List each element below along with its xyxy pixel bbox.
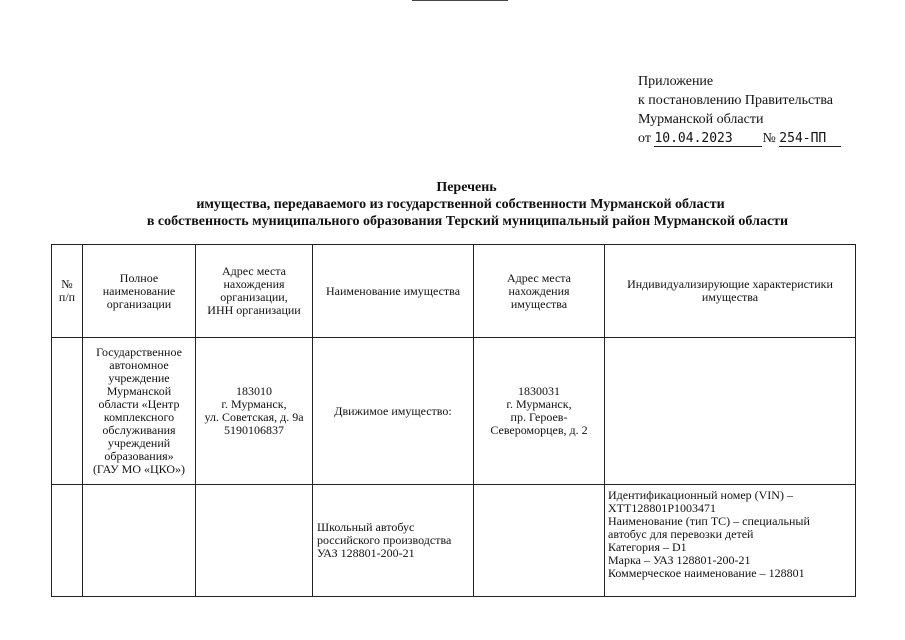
resolution-number: 254-ПП bbox=[779, 131, 841, 147]
cell-org-name bbox=[83, 485, 196, 597]
title-line-3: в собственность муниципального образования Терский муниципальный район Мурманской области bbox=[146, 214, 789, 229]
title-line-1: Перечень bbox=[436, 180, 497, 195]
header-org-address: Адрес места нахождения организации, ИНН организации bbox=[196, 245, 313, 338]
document-title bbox=[0, 179, 905, 230]
header-org-name: Полное наименование организации bbox=[83, 245, 196, 338]
number-prefix: № bbox=[762, 131, 776, 146]
title-line-2: имущества, передаваемого из государственной собственности Мурманской области bbox=[196, 197, 725, 212]
cell-property-name: Движимое имущество: bbox=[313, 338, 474, 485]
cell-property-name: Школьный автобус российского производства УАЗ 128801-200-21 bbox=[313, 485, 474, 597]
header-property-name: Наименование имущества bbox=[313, 245, 474, 338]
cell-org-address bbox=[196, 485, 313, 597]
appendix-line-1: Приложение bbox=[638, 74, 714, 89]
date-prefix: от bbox=[638, 131, 651, 146]
appendix-block bbox=[638, 72, 878, 148]
cell-property-address: 1830031 г. Мурманск, пр. Героев- Североморцев, д. 2 bbox=[474, 338, 605, 485]
cell-org-name: Государственное автономное учреждение Мурманской области «Центр комплексного обслуживания учреждений образования» (ГАУ МО «ЦКО») bbox=[83, 338, 196, 485]
header-num: № п/п bbox=[52, 245, 83, 338]
cell-num bbox=[52, 485, 83, 597]
appendix-line-3: Мурманской области bbox=[638, 112, 764, 127]
table-row bbox=[52, 338, 856, 485]
resolution-date: 10.04.2023 bbox=[654, 131, 762, 147]
cell-num bbox=[52, 338, 83, 485]
cell-org-address: 183010 г. Мурманск, ул. Советская, д. 9а 5190106837 bbox=[196, 338, 313, 485]
table-row bbox=[52, 485, 856, 597]
header-property-address: Адрес места нахождения имущества bbox=[474, 245, 605, 338]
cell-characteristics: Идентификационный номер (VIN) – ХТТ128801Р1003471 Наименование (тип ТС) – специальный автобус для перевозки детей Категория – D1 Марка – УАЗ 128801-200-21 Коммерческое наименование – 128801 bbox=[605, 485, 856, 597]
appendix-date-line bbox=[638, 129, 878, 148]
table-header-row bbox=[52, 245, 856, 338]
appendix-line-2: к постановлению Правительства bbox=[638, 93, 834, 108]
header-characteristics: Индивидуализирующие характеристики имущества bbox=[605, 245, 856, 338]
property-table bbox=[51, 244, 856, 597]
cell-property-address bbox=[474, 485, 605, 597]
cell-characteristics bbox=[605, 338, 856, 485]
top-header-mark bbox=[412, 0, 508, 3]
